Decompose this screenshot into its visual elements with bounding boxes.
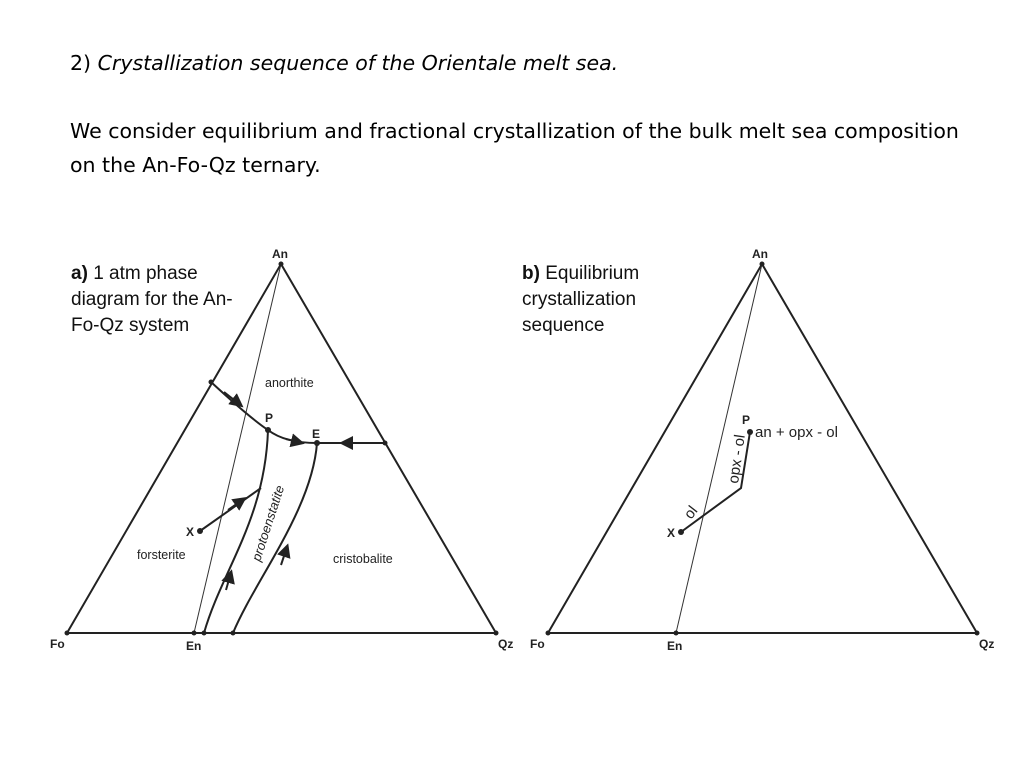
panel-a-x-point [197, 528, 203, 534]
panel-a-p-point [265, 427, 271, 433]
panel-a-diagram [50, 247, 513, 653]
panel-a-letter: a) [71, 263, 88, 284]
panel-b-triangle [548, 264, 977, 633]
intro-paragraph: We consider equilibrium and fractional crystallization of the bulk melt sea composition on the An-Fo-Qz ternary. [70, 119, 959, 177]
panel-b-label-p: P [742, 413, 751, 427]
panel-a-x-path-arrow [228, 501, 241, 510]
panel-b-label-an-opx-ol: an + opx - ol [755, 424, 838, 441]
panel-a-label-fo: Fo [50, 637, 65, 651]
heading-number: 2) [70, 51, 92, 75]
panel-b-p-point [747, 429, 753, 435]
heading-title: Crystallization sequence of the Orientale melt sea. [97, 51, 619, 75]
panel-a-boundary-end-right [383, 441, 388, 446]
panel-b-an-en-join [676, 264, 762, 633]
panel-b-label-an: An [752, 247, 768, 261]
panel-a-label-x: X [186, 525, 195, 539]
panel-a-boundary-end-left [209, 380, 214, 385]
panel-b-label-ol: ol [680, 502, 702, 523]
panel-a-label-an: An [272, 247, 288, 261]
panel-b-caption-text: Equilibrium crystallization sequence [522, 263, 640, 336]
panel-b-en-point [674, 631, 679, 636]
panel-b-letter: b) [522, 263, 540, 284]
panel-b-x-point [678, 529, 684, 535]
panel-a-label-e: E [312, 427, 321, 441]
panel-b-qz-point [975, 631, 980, 636]
panel-a-en-cr-arrow [281, 550, 286, 565]
panel-a-an-fo-boundary [211, 382, 268, 430]
panel-b-label-fo: Fo [530, 637, 545, 651]
panel-a-label-en: En [186, 639, 202, 653]
panel-a-an-en-join [194, 264, 281, 633]
panel-a-label-p: P [265, 411, 274, 425]
panel-a-field-anorthite: anorthite [265, 376, 314, 390]
panel-a-fo-point [65, 631, 70, 636]
panel-b-label-qz: Qz [979, 637, 995, 651]
panel-b-label-opx-ol: opx - ol [725, 433, 749, 485]
panel-a-field-forsterite: forsterite [137, 548, 186, 562]
panel-a-an-point [279, 262, 284, 267]
panel-a-label-qz: Qz [498, 637, 514, 651]
panel-a-field-protoenstatite: protoenstatite [248, 483, 288, 563]
panel-b-diagram [530, 247, 994, 653]
panel-b-an-point [760, 262, 765, 267]
panel-b-label-x: X [667, 526, 676, 540]
panel-a-boundary-end-en [202, 631, 207, 636]
panel-a-en-cr-boundary [233, 443, 317, 633]
panel-a-field-cristobalite: cristobalite [333, 552, 393, 566]
panel-b-fo-point [546, 631, 551, 636]
panel-a-caption-text: 1 atm phase diagram for the An-Fo-Qz system [71, 263, 233, 336]
panel-a-protoenstatite-arrow [226, 576, 230, 590]
panel-a-qz-point [494, 631, 499, 636]
panel-a-en-point [192, 631, 197, 636]
panel-a-boundary-end-cr [231, 631, 236, 636]
panel-a-triangle [67, 264, 496, 633]
panel-b-label-en: En [667, 639, 683, 653]
panel-a-x-path [200, 488, 261, 531]
